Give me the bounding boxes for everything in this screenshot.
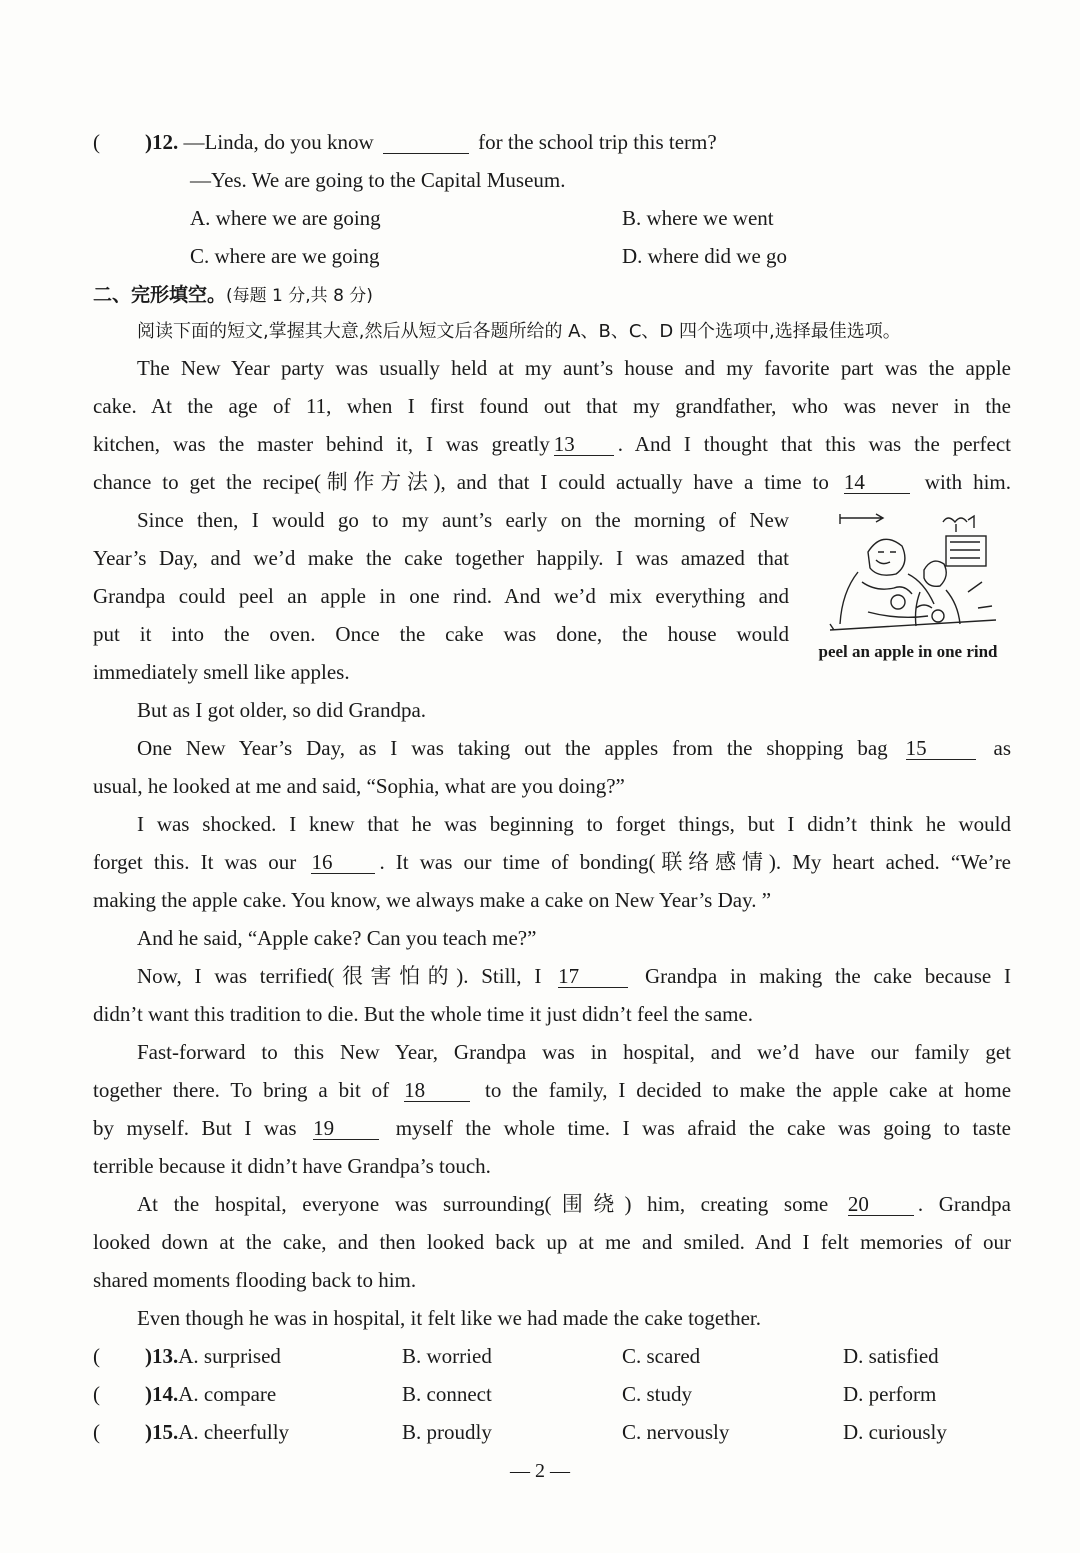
- q12-option-a: A. where we are going: [190, 206, 381, 230]
- option-b: B. connect: [402, 1382, 492, 1406]
- q12-reply: —Yes. We are going to the Capital Museum.: [190, 168, 566, 192]
- passage-line: [93, 848, 1011, 876]
- text-segment: forget this. It was our: [93, 850, 297, 874]
- q12-option-b: B. where we went: [622, 206, 774, 230]
- text-segment: At the hospital, everyone was surrounding(围绕) him, creating some: [137, 1192, 829, 1216]
- passage-line: I was shocked. I knew that he was beginning to forget things, but I didn’t think he would: [137, 812, 1011, 836]
- answer-paren: (: [93, 1420, 100, 1444]
- passage-line: didn’t want this tradition to die. But the whole time it just didn’t feel the same.: [93, 1002, 754, 1026]
- option-d: D. perform: [843, 1382, 937, 1406]
- question-number: )12.: [145, 130, 179, 154]
- passage-line: [93, 1114, 1011, 1142]
- passage-line: making the apple cake. You know, we always make a cake on New Year’s Day. ”: [93, 888, 772, 912]
- passage-line: [137, 1190, 1011, 1218]
- passage-line: And he said, “Apple cake? Can you teach me?”: [137, 926, 537, 950]
- illustration-grandpa-peeling-apple: [828, 512, 998, 637]
- text-segment: Grandpa in making the cake because I: [644, 964, 1011, 988]
- question-number: )14.: [145, 1382, 179, 1406]
- text-segment: with him.: [924, 470, 1011, 494]
- cloze-blank-14: 14: [844, 471, 910, 494]
- answer-paren: (: [93, 130, 100, 154]
- cloze-blank-13: 13: [554, 433, 614, 456]
- section-score: (每题 1 分,共 8 分): [226, 286, 373, 306]
- cloze-blank-16: 16: [311, 851, 375, 874]
- q12-option-d: D. where did we go: [622, 244, 788, 268]
- passage-line: put it into the oven. Once the cake was done, the house would: [93, 622, 789, 646]
- text-segment: by myself. But I was: [93, 1116, 297, 1140]
- passage-line: [93, 1076, 1011, 1104]
- question-number: )13.: [145, 1344, 179, 1368]
- passage-line: Since then, I would go to my aunt’s early on the morning of New: [137, 508, 789, 532]
- question-14: [93, 1380, 276, 1408]
- passage-line: The New Year party was usually held at my aunt’s house and my favorite part was the apple: [137, 356, 1011, 380]
- option-d: D. curiously: [843, 1420, 947, 1444]
- text-segment: as: [993, 736, 1012, 760]
- q12-stem: [93, 128, 717, 156]
- q12-option-c: C. where are we going: [190, 244, 380, 268]
- passage-line: [93, 468, 1011, 496]
- text-segment: . It was our time of bonding(联络感情). My heart ached. “We’re: [379, 850, 1012, 874]
- section-title: 二、完形填空。: [93, 284, 227, 306]
- option-c: C. scared: [622, 1344, 701, 1368]
- question-number: )15.: [145, 1420, 179, 1444]
- passage-line: terrible because it didn’t have Grandpa’s touch.: [93, 1154, 491, 1178]
- option-c: C. nervously: [622, 1420, 730, 1444]
- passage-line: usual, he looked at me and said, “Sophia, what are you doing?”: [93, 774, 625, 798]
- q12-stem-text: —Linda, do you know: [183, 130, 374, 154]
- text-segment: kitchen, was the master behind it, I was greatly: [93, 432, 550, 456]
- question-13: [93, 1342, 281, 1370]
- page-number: — 2 —: [510, 1460, 570, 1482]
- passage-line: cake. At the age of 11, when I first found out that my grandfather, who was never in the: [93, 394, 1011, 418]
- text-segment: together there. To bring a bit of: [93, 1078, 390, 1102]
- text-segment: . Grandpa: [917, 1192, 1011, 1216]
- passage-line: Year’s Day, and we’d make the cake together happily. I was amazed that: [93, 546, 789, 570]
- option-a: A. compare: [178, 1382, 277, 1406]
- passage-line: [137, 962, 1011, 990]
- option-c: C. study: [622, 1382, 693, 1406]
- illustration-caption: peel an apple in one rind: [818, 642, 998, 661]
- passage-line: shared moments flooding back to him.: [93, 1268, 417, 1292]
- passage-line: immediately smell like apples.: [93, 660, 350, 684]
- question-15: [93, 1418, 289, 1446]
- cloze-blank-19: 19: [313, 1117, 379, 1140]
- cloze-blank-15: 15: [906, 737, 976, 760]
- cloze-blank-17: 17: [558, 965, 628, 988]
- passage-line: Fast-forward to this New Year, Grandpa was in hospital, and we’d have our family get: [137, 1040, 1011, 1064]
- option-a: A. cheerfully: [178, 1420, 290, 1444]
- option-a: A. surprised: [178, 1344, 281, 1368]
- passage-line: Even though he was in hospital, it felt like we had made the cake together.: [137, 1306, 761, 1330]
- text-segment: One New Year’s Day, as I was taking out the apples from the shopping bag: [137, 736, 888, 760]
- passage-line: [93, 430, 1011, 458]
- text-segment: to the family, I decided to make the apple cake at home: [485, 1078, 1012, 1102]
- passage-line: [137, 734, 1011, 762]
- cloze-blank-18: 18: [404, 1079, 470, 1102]
- section-instruction: 阅读下面的短文,掌握其大意,然后从短文后各题所给的 A、B、C、D 四个选项中,选择最佳选项。: [137, 321, 901, 342]
- q12-stem-text-end: for the school trip this term?: [478, 130, 717, 154]
- text-segment: myself the whole time. I was afraid the cake was going to taste: [395, 1116, 1011, 1140]
- answer-paren: (: [93, 1344, 100, 1368]
- answer-paren: (: [93, 1382, 100, 1406]
- section-heading: [93, 280, 373, 310]
- option-b: B. proudly: [402, 1420, 492, 1444]
- option-b: B. worried: [402, 1344, 492, 1368]
- passage-line: looked down at the cake, and then looked back up at me and smiled. And I felt memories of our: [93, 1230, 1011, 1254]
- text-segment: chance to get the recipe(制作方法), and that I could actually have a time to: [93, 470, 829, 494]
- cloze-blank-20: 20: [848, 1193, 914, 1216]
- option-d: D. satisfied: [843, 1344, 939, 1368]
- text-segment: . And I thought that this was the perfect: [617, 432, 1011, 456]
- passage-line: But as I got older, so did Grandpa.: [137, 698, 427, 722]
- text-segment: Now, I was terrified(很害怕的). Still, I: [137, 964, 542, 988]
- answer-blank: [383, 131, 469, 154]
- passage-line: Grandpa could peel an apple in one rind. And we’d mix everything and: [93, 584, 789, 608]
